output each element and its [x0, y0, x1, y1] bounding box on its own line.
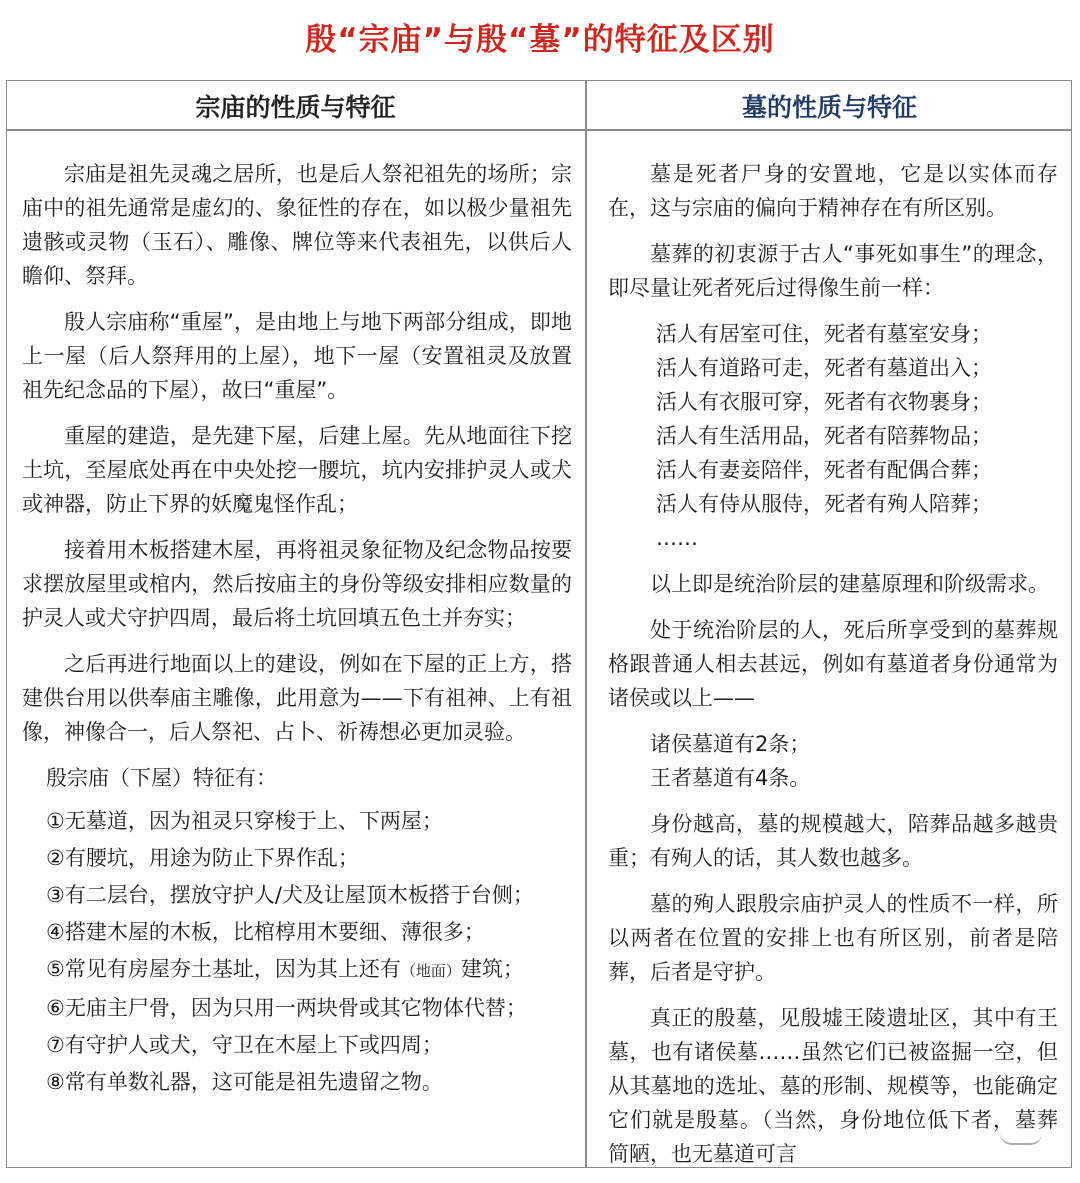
- feature-item-6: ⑥无庙主尸骨，因为只用一两块骨或其它物体代替；: [46, 996, 527, 1020]
- tomb-paragraph-7: 真正的殷墓，见殷墟王陵遗址区，其中有王墓，也有诸侯墓……虽然它们已被盗掘一空，但从其墓地的选址、墓的形制、规模等，也能确定它们就是殷墓。（当然，身份地位低下者，墓葬简陋，也无墓道可言: [608, 1006, 1058, 1166]
- header-divider: [6, 129, 1072, 131]
- temple-paragraph-5: 之后再进行地面以上的建设，例如在下屋的正上方，搭建供台用以供奉庙主雕像，此用意为——下有祖神、上有祖像，神像合一，后人祭祀、占卜、祈祷想必更加灵验。: [22, 652, 572, 744]
- feature-item-5-end: 建筑；: [460, 957, 524, 981]
- tomb-pair-6: 活人有侍从服侍，死者有殉人陪葬；: [656, 492, 992, 516]
- watermark-mark: [1000, 1133, 1042, 1145]
- tomb-pair-5: 活人有妻妾陪伴，死者有配偶合葬；: [656, 458, 992, 482]
- feature-item-5-text: ⑤常见有房屋夯土基址，因为其上还有: [46, 957, 401, 981]
- tomb-pair-3: 活人有衣服可穿，死者有衣物裹身；: [656, 390, 992, 414]
- temple-paragraph-4: 接着用木板搭建木屋，再将祖灵象征物及纪念物品按要求摆放屋里或棺内，然后按庙主的身份等级安排相应数量的护灵人或犬守护四周，最后将土坑回填五色土并夯实；: [22, 538, 572, 630]
- tomb-pair-4: 活人有生活用品，死者有陪葬物品；: [656, 424, 992, 448]
- feature-item-1: ①无墓道，因为祖灵只穿梭于上、下两屋；: [46, 809, 443, 833]
- tomb-paragraph-4: 处于统治阶层的人，死后所享受到的墓葬规格跟普通人相去甚远，例如有墓道者身份通常为诸侯或以上——: [608, 618, 1058, 710]
- column-divider: [585, 80, 587, 1168]
- tomb-paragraph-6: 墓的殉人跟殷宗庙护灵人的性质不一样，所以两者在位置的安排上也有所区别，前者是陪葬，后者是守护。: [608, 892, 1058, 984]
- left-column-header: 宗庙的性质与特征: [195, 93, 396, 122]
- feature-item-5-note: （地面）: [400, 962, 461, 980]
- right-column-header: 墓的性质与特征: [741, 93, 917, 122]
- page-title: 殷“宗庙”与殷“墓”的特征及区别: [305, 22, 775, 58]
- tomb-paragraph-2: 墓葬的初衷源于古人“事死如事生”的理念，即尽量让死者死后过得像生前一样：: [608, 242, 1058, 300]
- features-heading: 殷宗庙（下屋）特征有：: [46, 766, 277, 790]
- feature-item-2: ②有腰坑，用途为防止下界作乱；: [46, 846, 359, 870]
- tomb-paragraph-1: 墓是死者尸身的安置地，它是以实体而存在，这与宗庙的偏向于精神存在有所区别。: [608, 162, 1058, 220]
- temple-paragraph-3: 重屋的建造，是先建下屋，后建上屋。先从地面往下挖土坑，至屋底处再在中央处挖一腰坑，坑内安排护灵人或犬或神器，防止下界的妖魔鬼怪作乱；: [22, 424, 572, 516]
- tomb-pair-ellipsis: ……: [656, 526, 698, 550]
- tomb-pair-1: 活人有居室可住，死者有墓室安身；: [656, 322, 992, 346]
- temple-column: [22, 157, 572, 1101]
- tomb-pair-2: 活人有道路可走，死者有墓道出入；: [656, 356, 992, 380]
- temple-paragraph-1: 宗庙是祖先灵魂之居所，也是后人祭祀祖先的场所；宗庙中的祖先通常是虚幻的、象征性的存在，如以极少量祖先遗骸或灵物（玉石）、雕像、牌位等来代表祖先，以供后人瞻仰、祭拜。: [22, 162, 572, 288]
- tomb-rank-2: 王者墓道有4条。: [650, 766, 811, 790]
- feature-item-8: ⑧常有单数礼器，这可能是祖先遗留之物。: [46, 1070, 443, 1094]
- feature-item-3: ③有二层台，摆放守护人/犬及让屋顶木板搭于台侧；: [46, 883, 534, 907]
- tomb-rank-1: 诸侯墓道有2条；: [650, 732, 811, 756]
- tomb-column: [608, 157, 1058, 1183]
- feature-item-5: [22, 951, 572, 990]
- feature-item-7: ⑦有守护人或犬，守卫在木屋上下或四周；: [46, 1033, 443, 1057]
- features-list: [22, 803, 572, 1101]
- feature-item-4: ④搭建木屋的木板，比棺椁用木要细、薄很多；: [46, 920, 485, 944]
- tomb-paragraph-3: 以上即是统治阶层的建墓原理和阶级需求。: [650, 572, 1049, 596]
- tomb-paragraph-5: 身份越高，墓的规模越大，陪葬品越多越贵重；有殉人的话，其人数也越多。: [608, 812, 1058, 870]
- temple-paragraph-2: 殷人宗庙称“重屋”，是由地上与地下两部分组成，即地上一屋（后人祭拜用的上屋），地下一屋（安置祖灵及放置祖先纪念品的下屋），故曰“重屋”。: [22, 310, 572, 402]
